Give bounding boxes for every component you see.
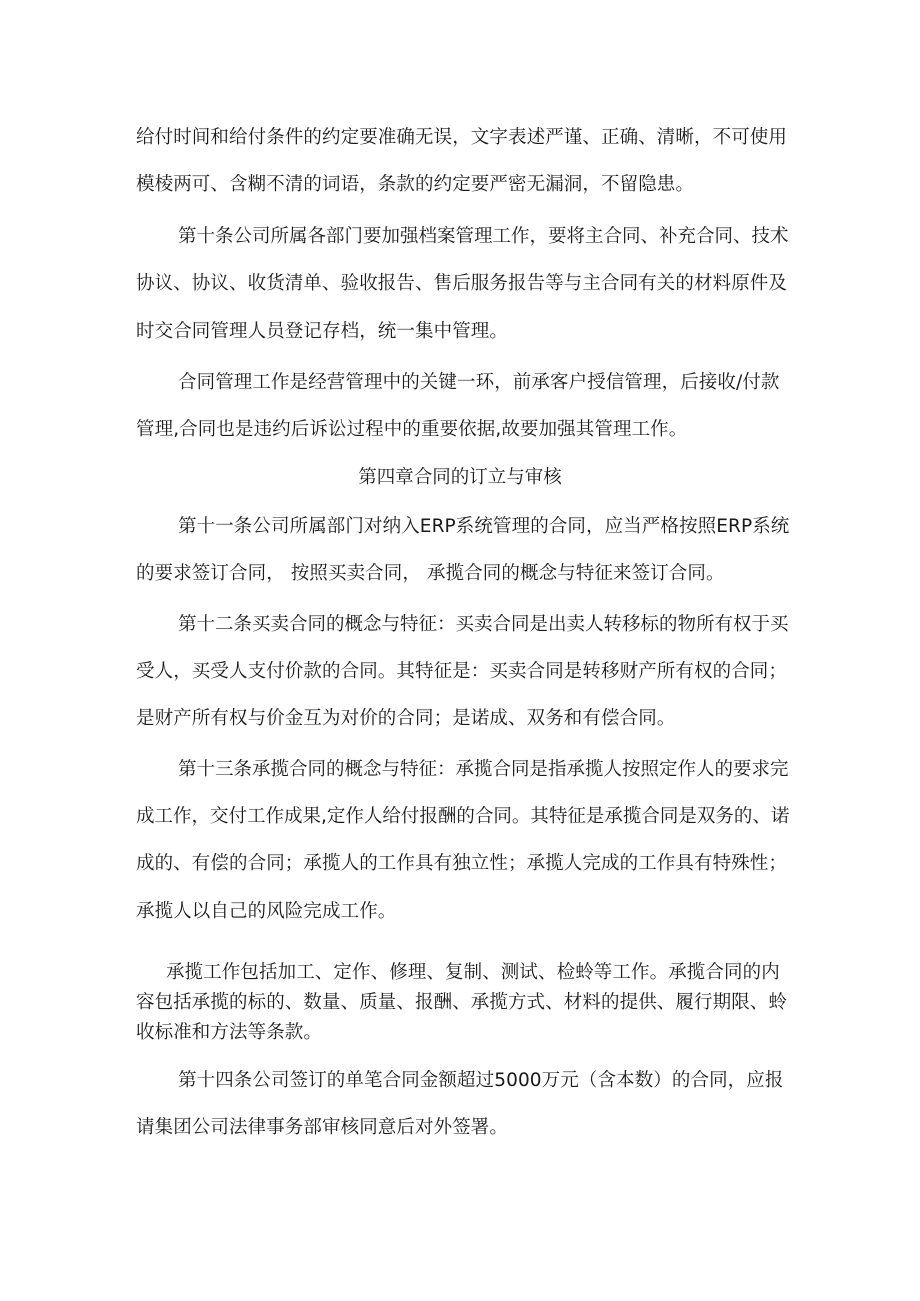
para-2-line-2: 协议、协议、收货清单、验收报告、售后服务报告等与主合同有关的材料原件及	[136, 273, 788, 294]
para-1-line-2: 模棱两可、含糊不清的词语，条款的约定要严密无漏洞，不留隐患。	[136, 174, 695, 195]
para-6-line-4: 承揽人以自己的风险完成工作。	[136, 901, 397, 922]
para-7-line-2: 容包括承揽的标的、数量、质量、报酬、承揽方式、材料的提供、履行期限、蛉	[136, 992, 788, 1013]
para-8-line-2: 请集团公司法律事务部审核同意后对外签署。	[136, 1117, 509, 1138]
chapter-heading: 第四章合同的订立与审核	[358, 467, 562, 488]
para-6-line-2: 成工作，交付工作成果,定作人给付报酬的合同。其特征是承揽合同是双务的、诺	[136, 806, 790, 827]
para-4-line-1: 第十一条公司所属部门对纳入ERP系统管理的合同，应当严格按照ERP系统	[178, 516, 790, 537]
para-2-line-1: 第十条公司所属各部门要加强档案管理工作，要将主合同、补充合同、技术	[178, 226, 789, 247]
para-3-line-1: 合同管理工作是经营管理中的关键一环，前承客户授信管理，后接收/付款	[178, 372, 780, 393]
para-8-line-1: 第十四条公司签订的单笔合同金额超过5000万元（含本数）的合同，应报	[178, 1070, 784, 1091]
para-6-line-3: 成的、有偿的合同；承揽人的工作具有独立性；承揽人完成的工作具有特殊性；	[136, 853, 788, 874]
para-2-line-3: 时交合同管理人员登记存档，统一集中管理。	[136, 321, 509, 342]
para-1-line-1: 给付时间和给付条件的约定要准确无误，文字表述严谨、正确、清晰，不可使用	[136, 127, 788, 148]
para-7-line-1: 承揽工作包括加工、定作、修理、复制、测试、检蛉等工作。承揽合同的内	[166, 962, 780, 983]
para-3-line-2: 管理,合同也是违约后诉讼过程中的重要依据,故要加强其管理工作。	[136, 419, 688, 440]
para-7-line-3: 收标准和方法等条款。	[136, 1022, 323, 1043]
para-5-line-2: 受人，买受人支付价款的合同。其特征是：买卖合同是转移财产所有权的合同；	[136, 661, 788, 682]
para-5-line-1: 第十二条买卖合同的概念与特征：买卖合同是出卖人转移标的物所有权于买	[178, 614, 789, 635]
para-6-line-1: 第十三条承揽合同的概念与特征：承揽合同是指承揽人按照定作人的要求完	[178, 759, 789, 780]
para-5-line-3: 是财产所有权与价金互为对价的合同；是诺成、双务和有偿合同。	[136, 708, 676, 729]
para-4-line-2: 的要求签订合同， 按照买卖合同， 承揽合同的概念与特征来签订合同。	[136, 563, 725, 584]
